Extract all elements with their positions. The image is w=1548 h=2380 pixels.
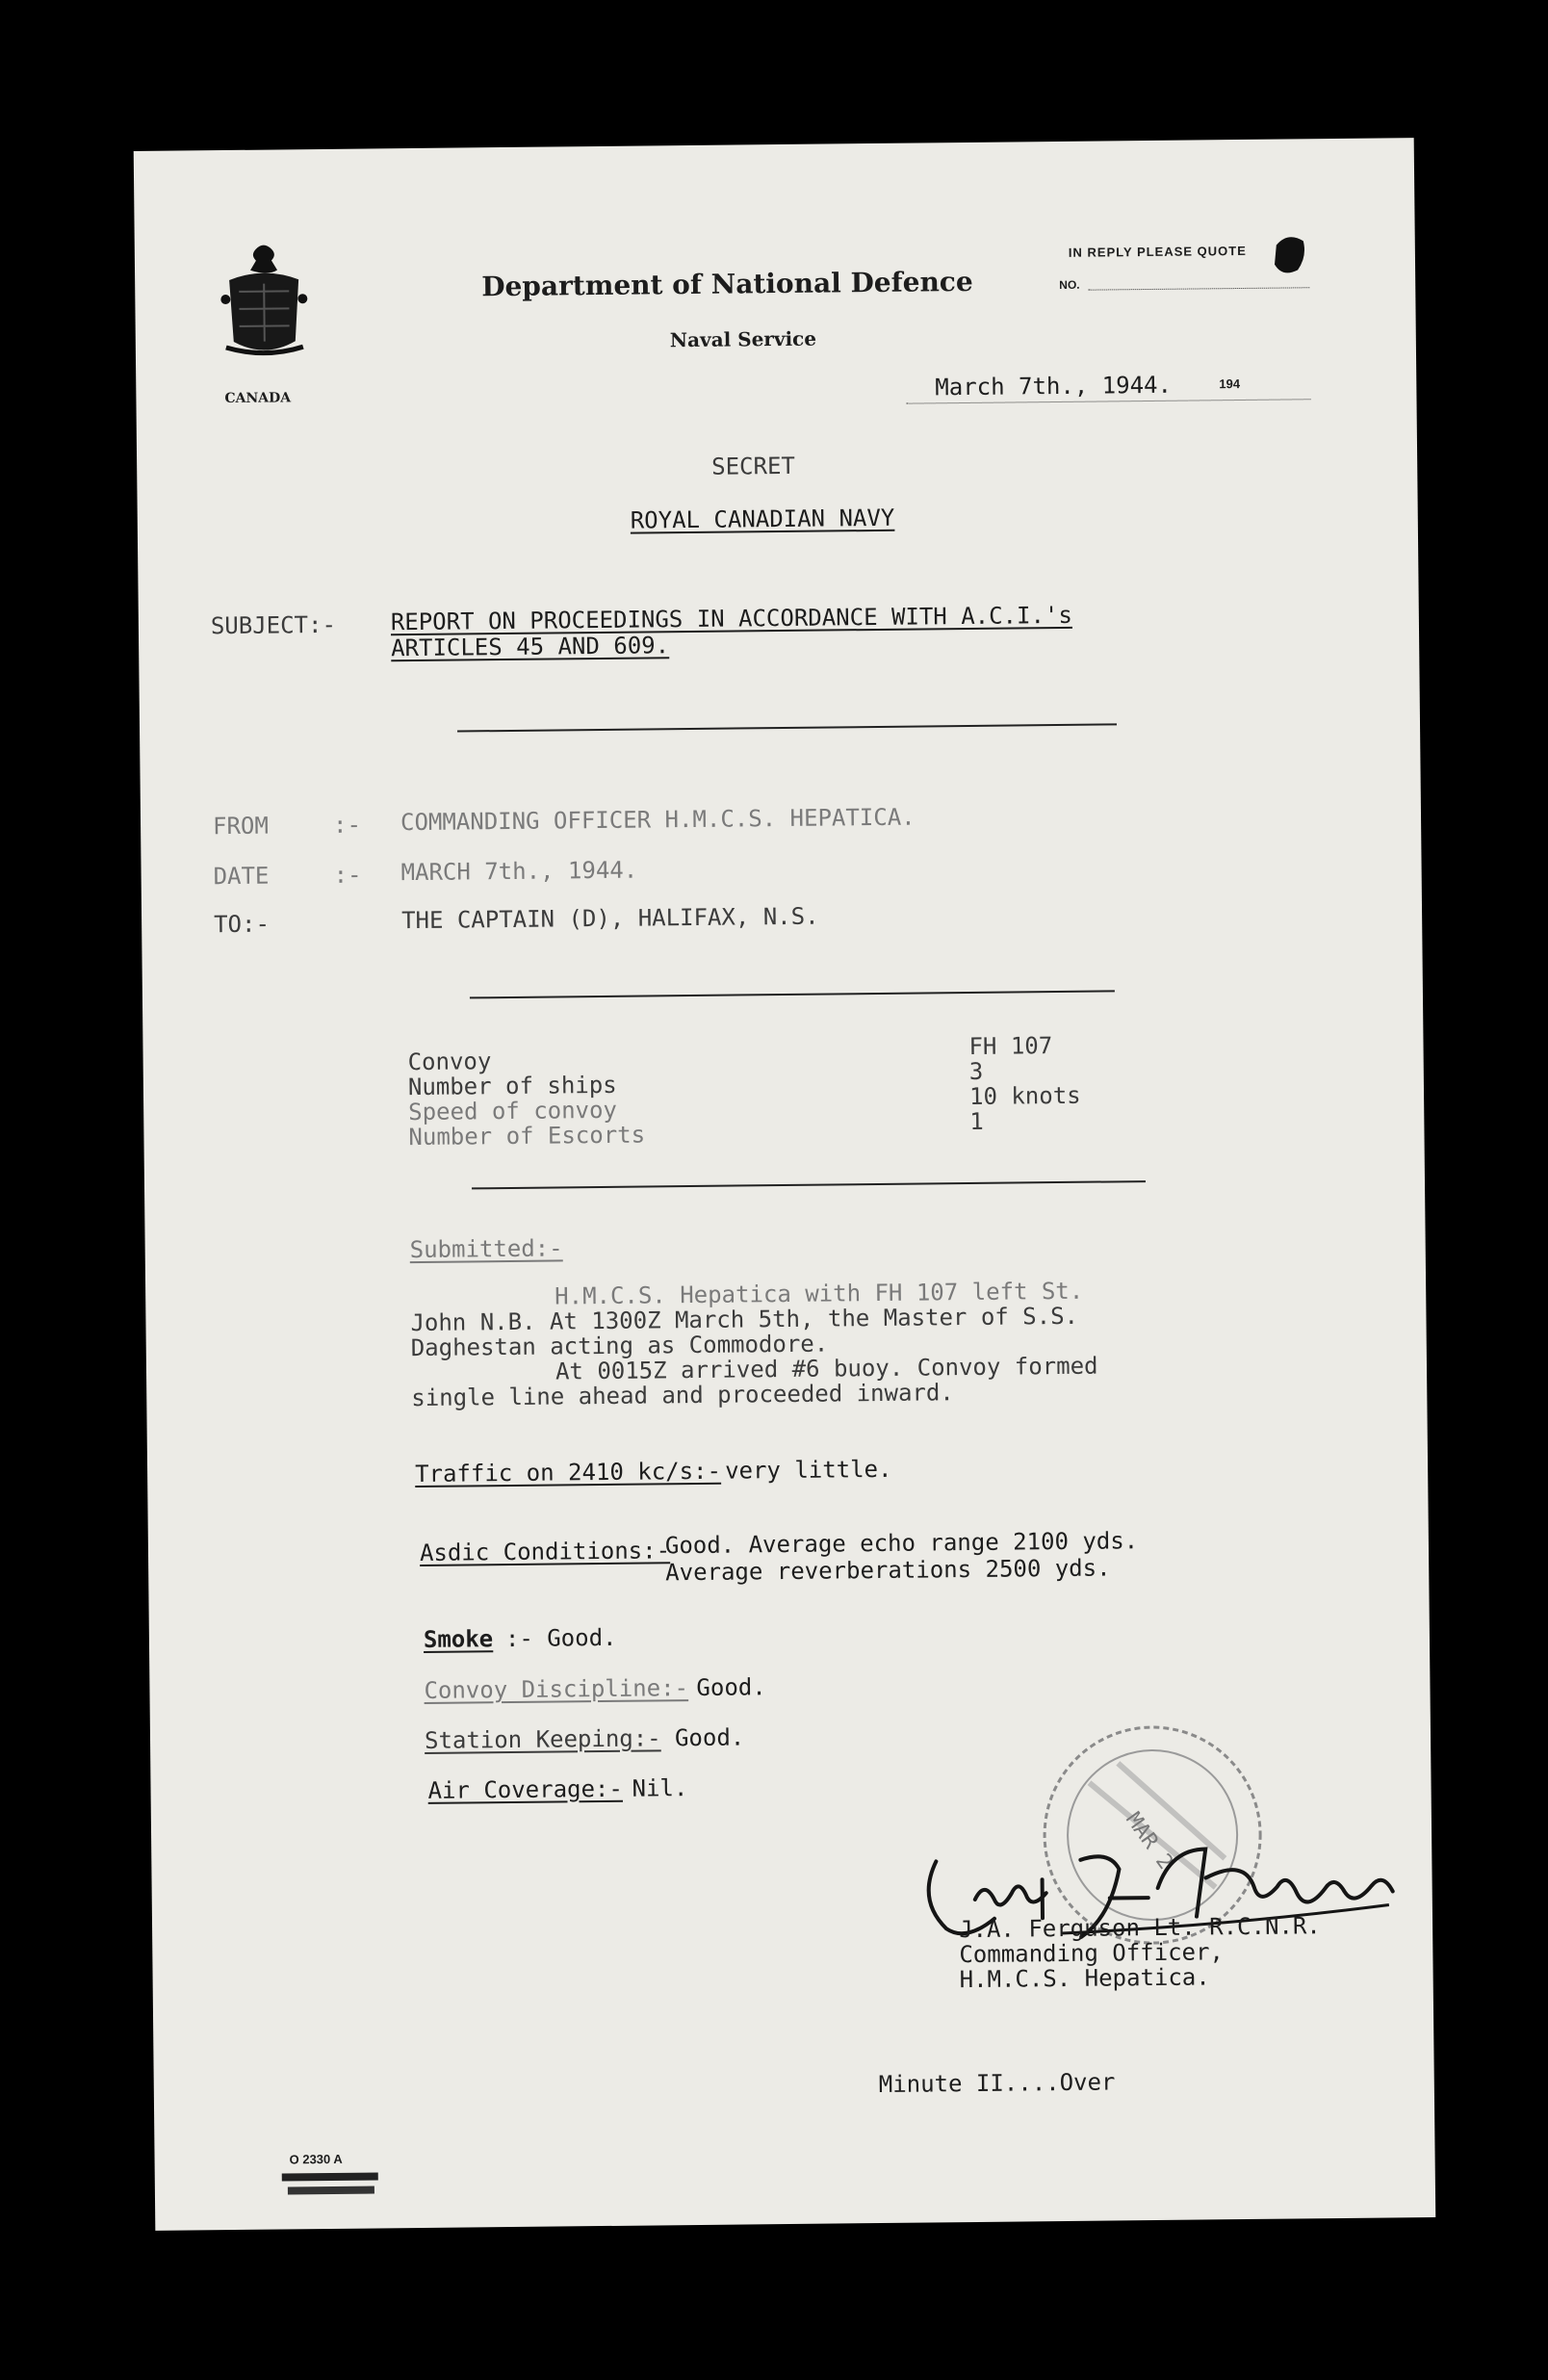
reply-no-line — [1088, 287, 1309, 290]
convoy-value: FH 107 — [968, 1032, 1053, 1060]
date-separator: :- — [333, 861, 362, 889]
traffic-value: very little. — [724, 1455, 892, 1485]
organization-heading: ROYAL CANADIAN NAVY — [630, 504, 895, 534]
subject-line-2: ARTICLES 45 AND 609. — [391, 632, 670, 662]
subject-label: SUBJECT:- — [210, 610, 337, 640]
reply-no-label: NO. — [1059, 277, 1080, 292]
station-label: Station Keeping:- — [424, 1724, 661, 1754]
para2-line1: At 0015Z arrived #6 buoy. Convoy formed — [555, 1352, 1098, 1385]
traffic-label: Traffic on 2410 kc/s:- — [414, 1457, 722, 1488]
smoke-value: :- Good. — [504, 1623, 617, 1653]
speed-value: 10 knots — [968, 1081, 1081, 1110]
speed-label: Speed of convoy — [408, 1096, 618, 1126]
classification: SECRET — [711, 452, 796, 480]
escorts-label: Number of Escorts — [408, 1121, 646, 1151]
letter-date: March 7th., 1944. — [935, 371, 1173, 401]
para1-line3: Daghestan acting as Commodore. — [410, 1330, 829, 1362]
service-title: Naval Service — [669, 326, 817, 352]
ships-label: Number of ships — [407, 1071, 617, 1101]
divider-2 — [470, 990, 1115, 998]
quote-mark-blot-icon — [1269, 231, 1308, 277]
ships-value: 3 — [968, 1057, 984, 1085]
subject-line-1: REPORT ON PROCEEDINGS IN ACCORDANCE WITH A.C.I.'s — [390, 601, 1072, 636]
department-title: Department of National Defence — [481, 265, 973, 303]
minute-note: Minute II....Over — [878, 2068, 1116, 2099]
para1-line1: H.M.C.S. Hepatica with FH 107 left St. — [555, 1277, 1084, 1310]
from-separator: :- — [332, 811, 362, 839]
from-value: COMMANDING OFFICER H.M.C.S. HEPATICA. — [400, 803, 916, 837]
station-value: Good. — [674, 1723, 745, 1752]
form-print-marks-icon — [278, 2168, 384, 2202]
date-label: DATE — [213, 862, 270, 891]
discipline-label: Convoy Discipline:- — [424, 1674, 689, 1704]
signature-name: J.A. Ferguson Lt. R.C.N.R. — [958, 1912, 1321, 1944]
signature-ship: H.M.C.S. Hepatica. — [959, 1963, 1210, 1994]
document-page — [134, 138, 1436, 2231]
to-label: TO:- — [213, 910, 271, 939]
signature-title: Commanding Officer, — [959, 1938, 1225, 1969]
smoke-label: Smoke — [423, 1625, 494, 1653]
date-value: MARCH 7th., 1944. — [400, 856, 638, 887]
reply-note: IN REPLY PLEASE QUOTE — [1068, 243, 1247, 260]
asdic-value-2: Average reverberations 2500 yds. — [665, 1554, 1111, 1587]
escorts-value: 1 — [969, 1107, 984, 1135]
to-value: THE CAPTAIN (D), HALIFAX, N.S. — [400, 902, 819, 935]
year-suffix: 194 — [1219, 376, 1241, 392]
asdic-value-1: Good. Average echo range 2100 yds. — [664, 1527, 1139, 1560]
discipline-value: Good. — [696, 1673, 766, 1701]
divider-1 — [457, 723, 1117, 732]
air-value: Nil. — [632, 1774, 688, 1802]
para2-line2: single line ahead and proceeded inward. — [411, 1379, 954, 1412]
canada-label: CANADA — [224, 390, 292, 407]
form-number: O 2330 A — [289, 2151, 343, 2167]
from-label: FROM — [212, 812, 270, 841]
convoy-label: Convoy — [407, 1048, 492, 1076]
canada-crest-icon — [219, 241, 310, 386]
para1-line2: John N.B. At 1300Z March 5th, the Master of S.S. — [410, 1302, 1079, 1337]
stamp-date: MAR 2 — [1121, 1808, 1178, 1875]
submitted-label: Submitted:- — [409, 1234, 563, 1264]
air-label: Air Coverage:- — [427, 1774, 624, 1804]
divider-3 — [472, 1180, 1146, 1189]
asdic-label: Asdic Conditions:- — [419, 1537, 671, 1566]
